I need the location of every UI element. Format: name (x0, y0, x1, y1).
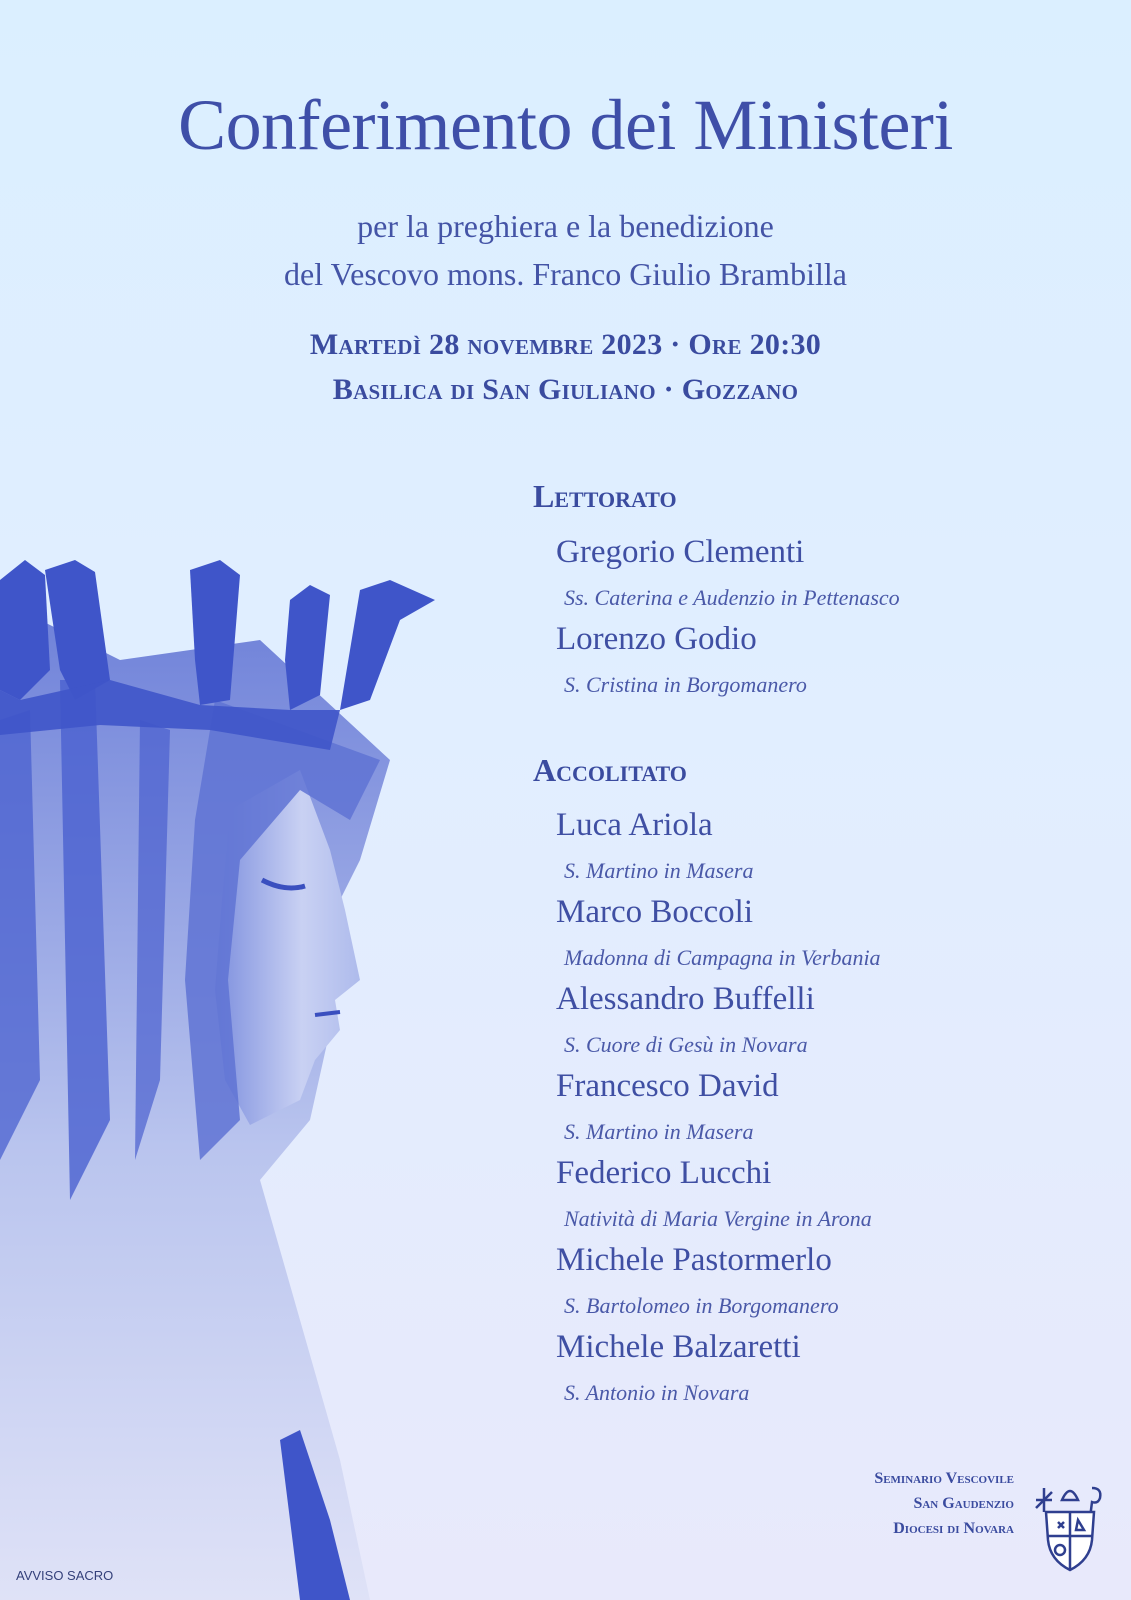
person-name: Gregorio Clementi (556, 534, 805, 570)
madonna-statue-image (0, 560, 440, 1600)
person-name: Federico Lucchi (556, 1155, 772, 1191)
event-date-time: Martedì 28 novembre 2023 · Ore 20:30 (309, 328, 822, 361)
section-heading-accolitato: Accolitato (533, 752, 687, 788)
statue-crown (0, 560, 435, 750)
person-parish: S. Cuore di Gesù in Novara (564, 1032, 808, 1057)
person-name: Alessandro Buffelli (556, 981, 815, 1017)
subtitle-line-1: per la preghiera e la benedizione (357, 208, 774, 244)
person-name: Luca Ariola (556, 807, 713, 843)
person-parish: Madonna di Campagna in Verbania (564, 945, 881, 970)
person-parish: S. Martino in Masera (564, 858, 754, 883)
poster-title: Conferimento dei Ministeri (178, 85, 953, 165)
subtitle-line-2: del Vescovo mons. Franco Giulio Brambilla (284, 256, 847, 292)
diocese-crest-icon (1032, 1478, 1108, 1574)
person-name: Marco Boccoli (556, 894, 754, 930)
person-name: Francesco David (556, 1068, 779, 1104)
section-heading-lettorato: Lettorato (533, 478, 677, 514)
person-parish: S. Cristina in Borgomanero (564, 672, 807, 697)
person-parish: S. Martino in Masera (564, 1119, 754, 1144)
organizer-line-1: Seminario Vescovile (874, 1470, 1014, 1487)
person-parish: S. Bartolomeo in Borgomanero (564, 1293, 839, 1318)
event-location: Basilica di San Giuliano · Gozzano (332, 373, 799, 406)
footer-note: AVVISO SACRO (16, 1568, 114, 1583)
person-name: Michele Balzaretti (556, 1329, 801, 1365)
person-name: Lorenzo Godio (556, 621, 757, 657)
person-parish: Ss. Caterina e Audenzio in Pettenasco (564, 585, 900, 610)
organizer-line-2: San Gaudenzio (913, 1495, 1014, 1512)
person-name: Michele Pastormerlo (556, 1242, 832, 1278)
person-parish: Natività di Maria Vergine in Arona (564, 1206, 872, 1231)
person-parish: S. Antonio in Novara (564, 1380, 750, 1405)
organizer-line-3: Diocesi di Novara (893, 1520, 1014, 1537)
